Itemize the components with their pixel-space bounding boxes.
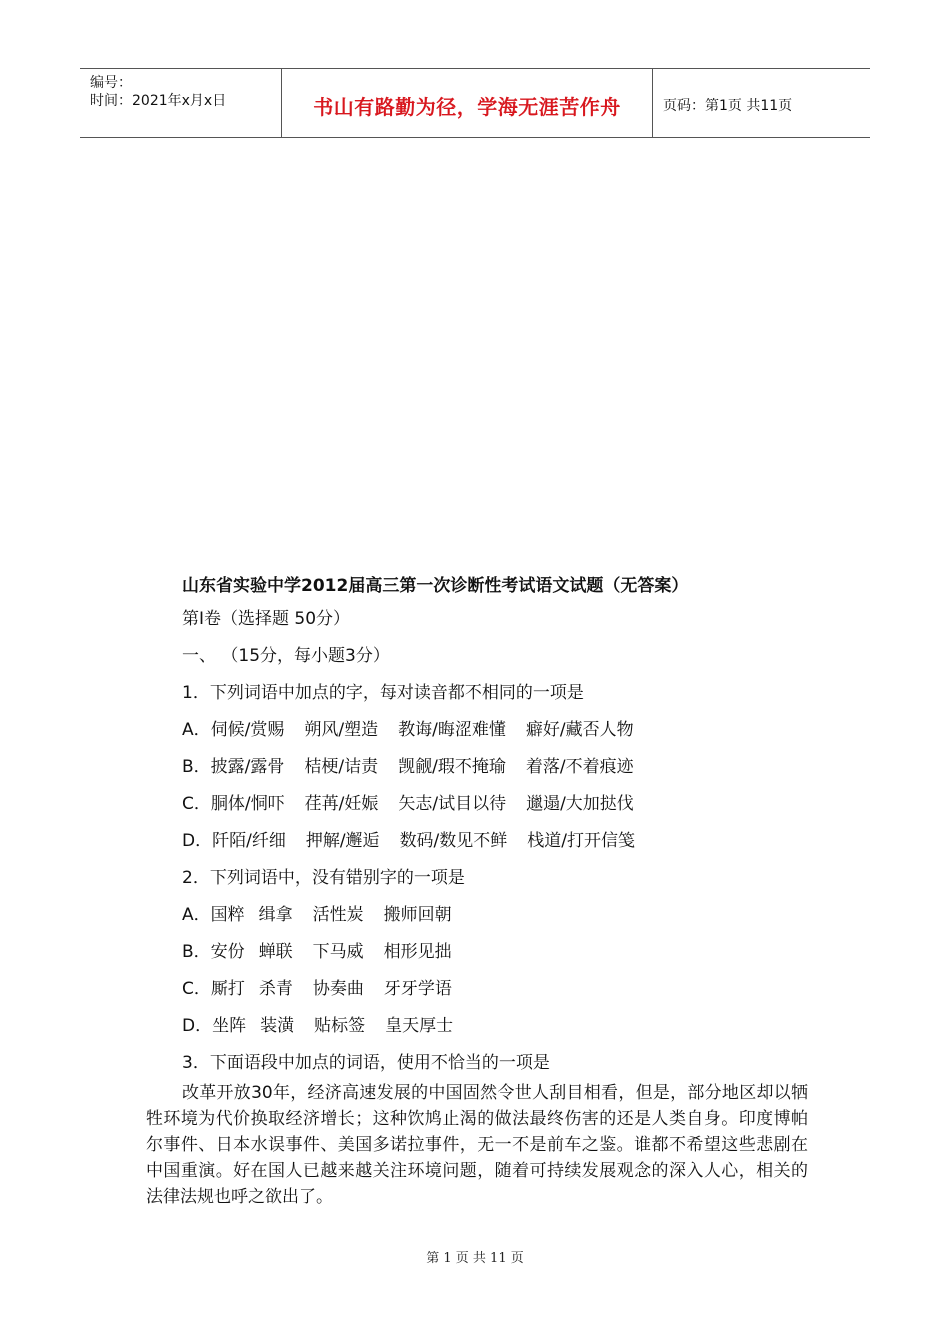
option-label: D． xyxy=(182,831,213,851)
option-item: 伺候/赏赐 xyxy=(210,720,285,740)
option-item: 押解/邂逅 xyxy=(305,831,380,851)
motto: 书山有路勤为径，学海无涯苦作舟 xyxy=(313,95,621,119)
option-item: 邋遢/大加挞伐 xyxy=(526,794,634,814)
question-1-option-b xyxy=(182,757,654,777)
page-info: 页码：第1页 共11页 xyxy=(663,98,793,114)
option-item: 国粹 xyxy=(210,905,245,925)
question-1-stem: 1．下列词语中加点的字，每对读音都不相同的一项是 xyxy=(182,683,584,703)
question-2-stem: 2．下列词语中，没有错别字的一项是 xyxy=(182,868,465,888)
time-label: 时间：2021年x月x日 xyxy=(90,93,227,109)
question-2-option-a xyxy=(182,905,472,925)
document-title: 山东省实验中学2012届高三第一次诊断性考试语文试题（无答案） xyxy=(182,576,689,596)
option-item: 坐阵 xyxy=(212,1016,247,1036)
option-item: 觊觎/瑕不掩瑜 xyxy=(398,757,506,777)
option-item: 数码/数见不鲜 xyxy=(399,831,508,851)
page-footer: 第 1 页 共 11 页 xyxy=(426,1251,524,1266)
option-item: 癖好/藏否人物 xyxy=(525,720,634,740)
option-item: 朔风/塑造 xyxy=(304,720,379,740)
option-item: 矢志/试目以待 xyxy=(398,794,507,814)
option-item: 杀青 xyxy=(258,979,293,999)
question-3-passage: 改革开放30年，经济高速发展的中国固然令世人刮目相看，但是，部分地区却以牺牲环境为代价换取经济增长；这种饮鸠止渴的做法最终伤害的还是人类自身。印度博帕尔事件、日本水误事件、美国多诺拉事件，无一不是前车之鉴。谁都不希望这些悲剧在中国重演。好在国人已越来越关注环境问题，随着可持续发展观念的深入人心，相关的法律法规也呼之欲出了。 xyxy=(146,1083,808,1207)
option-item: 贴标签 xyxy=(314,1016,366,1036)
option-item: 胴体/恫吓 xyxy=(210,794,285,814)
question-1-option-a xyxy=(182,720,654,740)
header-page-cell xyxy=(653,69,870,137)
option-item: 教诲/晦涩难懂 xyxy=(398,720,506,740)
question-1-option-c xyxy=(182,794,654,814)
option-item: 桔梗/诘责 xyxy=(304,757,379,777)
option-item: 活性炭 xyxy=(312,905,364,925)
option-label: A． xyxy=(182,905,211,925)
option-item: 皇天厚士 xyxy=(385,1016,454,1036)
volume-heading: 第Ⅰ卷（选择题 50分） xyxy=(182,609,351,629)
option-item: 着落/不着痕迹 xyxy=(525,757,634,777)
option-item: 装潢 xyxy=(260,1016,295,1036)
question-3-stem: 3．下面语段中加点的词语，使用不恰当的一项是 xyxy=(182,1053,550,1073)
section-heading: 一、 （15分，每小题3分） xyxy=(182,646,390,666)
page-header xyxy=(80,68,870,138)
number-label: 编号： xyxy=(90,75,132,91)
option-label: A． xyxy=(182,720,211,740)
option-item: 蝉联 xyxy=(258,942,293,962)
option-label: C． xyxy=(182,794,211,814)
header-motto-cell xyxy=(282,69,653,137)
option-item: 缉拿 xyxy=(258,905,293,925)
option-item: 协奏曲 xyxy=(312,979,364,999)
option-item: 荏苒/妊娠 xyxy=(304,794,379,814)
question-2-option-d xyxy=(182,1016,473,1036)
question-2-option-b xyxy=(182,942,472,962)
option-item: 栈道/打开信笺 xyxy=(527,831,636,851)
option-item: 披露/露骨 xyxy=(210,757,285,777)
option-label: B． xyxy=(182,757,211,777)
option-label: B． xyxy=(182,942,211,962)
option-item: 厮打 xyxy=(210,979,245,999)
option-item: 安份 xyxy=(210,942,245,962)
question-1-option-d xyxy=(182,831,655,851)
option-item: 搬师回朝 xyxy=(383,905,452,925)
option-item: 牙牙学语 xyxy=(383,979,452,999)
question-2-option-c xyxy=(182,979,472,999)
header-meta-cell xyxy=(80,69,282,137)
option-item: 下马威 xyxy=(312,942,364,962)
option-item: 相形见拙 xyxy=(383,942,452,962)
option-label: D． xyxy=(182,1016,213,1036)
option-label: C． xyxy=(182,979,211,999)
option-item: 阡陌/纤细 xyxy=(212,831,286,851)
